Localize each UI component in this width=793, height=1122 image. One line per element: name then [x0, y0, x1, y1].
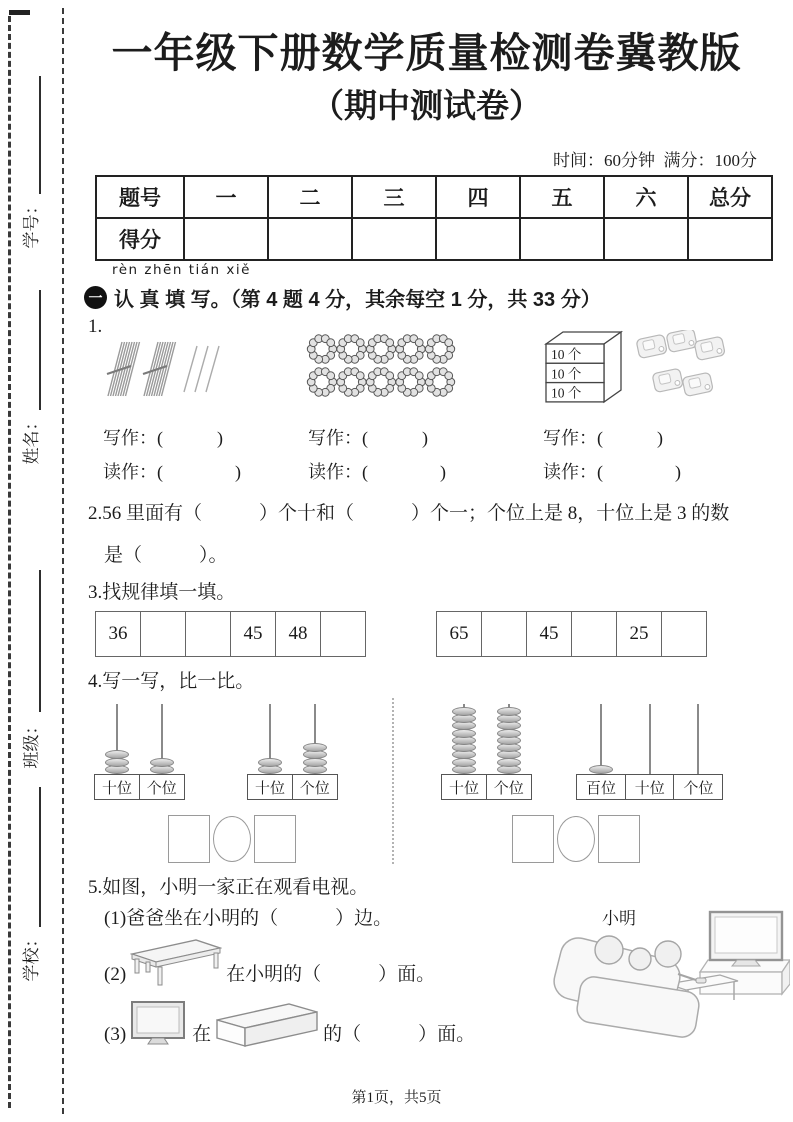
class-blank-line: [39, 570, 41, 712]
svg-text:10 个: 10 个: [551, 347, 582, 362]
place-value-label: 十位: [441, 774, 487, 800]
sequence-cell: 36: [96, 612, 141, 656]
answer-square: [512, 815, 554, 863]
place-value-label: 十位: [247, 774, 293, 800]
score-table-empty-cell: [184, 218, 268, 260]
item-3-number: (3): [104, 1024, 127, 1045]
place-value-label: 个位: [139, 774, 185, 800]
sequence-cell: [482, 612, 527, 656]
sequence-cell: [141, 612, 186, 656]
abacus-bead: [258, 758, 282, 767]
number-pattern-table-1: [95, 611, 366, 657]
score-table-empty-cell: [604, 218, 688, 260]
tv-cabinet-icon: [215, 1002, 319, 1048]
corner-mark: [9, 10, 30, 15]
question-5-item-3: [104, 1000, 475, 1046]
abacus-2: [247, 704, 338, 800]
abacus-column: [625, 704, 675, 800]
question-1-number: 1.: [88, 316, 103, 337]
svg-text:10 个: 10 个: [551, 366, 582, 382]
question-5-item-2: [104, 938, 435, 986]
place-value-label: 个位: [673, 774, 723, 800]
abacus-column: [673, 704, 723, 800]
score-table: [95, 175, 773, 261]
school-label: 学校：: [22, 930, 41, 982]
sequence-cell: [572, 612, 617, 656]
counting-sticks-picture: [102, 332, 220, 412]
section-one-header: [84, 283, 601, 312]
question-2-line-2: 是（ ）。: [104, 545, 228, 566]
dotted-divider: [392, 698, 394, 864]
score-table-empty-cell: [436, 218, 520, 260]
score-table-header-row: [96, 176, 772, 218]
item-3-text-end: 的（ ）面。: [323, 1024, 476, 1045]
answer-square: [254, 815, 296, 863]
score-table-header-cell: 三: [352, 176, 436, 218]
abacus-column: [576, 704, 626, 800]
score-table-header-cell: 一: [184, 176, 268, 218]
question-2-line-1: 2.56 里面有（ ）个十和（ ）个一；个位上是 8，十位上是 3 的数: [88, 503, 730, 524]
student-id-blank-line: [39, 76, 41, 194]
left-dashed-cut-line: [8, 16, 11, 1108]
score-table-header-cell: 题号: [96, 176, 184, 218]
xiaoming-label: 小明: [602, 909, 636, 928]
abacus-column: [292, 704, 338, 800]
question-5-item-1: (1)爸爸坐在小明的（ ）边。: [104, 908, 393, 929]
sharpeners-picture: [632, 330, 728, 413]
time-and-score-info: 时间：60分钟 满分：100分: [553, 151, 757, 170]
name-label: 姓名：: [22, 413, 41, 465]
score-table-header-cell: 五: [520, 176, 604, 218]
abacus-bead: [105, 750, 129, 759]
abacus-3: [441, 704, 532, 800]
section-number-badge: 一: [84, 286, 107, 309]
score-table-empty-cell: [352, 218, 436, 260]
write-as-blank-2: 写作：( ): [308, 428, 428, 448]
comparison-circle: [213, 816, 251, 862]
table-icon: [130, 938, 222, 988]
score-table-header-cell: 二: [268, 176, 352, 218]
abacus-bead: [452, 707, 476, 716]
abacus-4: [576, 704, 723, 800]
score-table-header-cell: 得分: [96, 218, 184, 260]
sequence-cell: 48: [276, 612, 321, 656]
tv-icon: [130, 1000, 188, 1048]
sequence-cell: [186, 612, 231, 656]
abacus-1: [94, 704, 185, 800]
question-4-title: 4.写一写，比一比。: [88, 671, 255, 692]
abacus-column: [139, 704, 185, 800]
place-value-label: 个位: [486, 774, 532, 800]
bead-rings-picture: [306, 334, 456, 405]
place-value-label: 个位: [292, 774, 338, 800]
question-5-title: 5.如图，小明一家正在观看电视。: [88, 877, 369, 898]
score-table-score-row: [96, 218, 772, 260]
score-table-header-cell: 六: [604, 176, 688, 218]
abacus-column: [441, 704, 487, 800]
score-table-empty-cell: [268, 218, 352, 260]
abacus-bead: [497, 707, 521, 716]
sequence-cell: [321, 612, 365, 656]
class-label: 班级：: [22, 717, 41, 769]
inner-dashed-fold-line: [62, 8, 64, 1114]
score-table-empty-cell: [520, 218, 604, 260]
answer-square: [168, 815, 210, 863]
abacus-bead: [150, 758, 174, 767]
question-3-title: 3.找规律填一填。: [88, 582, 236, 603]
svg-text:10 个: 10 个: [551, 385, 582, 401]
write-as-blank-3: 写作：( ): [543, 428, 663, 448]
sequence-cell: 45: [527, 612, 572, 656]
read-as-blank-2: 读作：( ): [308, 462, 446, 482]
write-as-blank-1: 写作：( ): [103, 428, 223, 448]
number-pattern-table-2: [436, 611, 707, 657]
abacus-bead: [589, 765, 613, 774]
read-as-blank-1: 读作：( ): [103, 462, 241, 482]
page-title: 一年级下册数学质量检测卷冀教版: [111, 30, 742, 76]
comparison-circle: [557, 816, 595, 862]
abacus-bead: [303, 743, 327, 752]
item-3-text-mid: 在: [192, 1024, 212, 1045]
read-as-blank-3: 读作：( ): [543, 462, 681, 482]
abacus-column: [94, 704, 140, 800]
comparison-boxes-2: [512, 815, 640, 863]
item-2-number: (2): [104, 964, 127, 985]
item-2-text: 在小明的（ ）面。: [226, 964, 436, 985]
page-number-footer: 第1页，共5页: [351, 1090, 442, 1106]
sequence-cell: [662, 612, 706, 656]
sequence-cell: 45: [231, 612, 276, 656]
sequence-cell: 25: [617, 612, 662, 656]
name-blank-line: [39, 290, 41, 410]
place-value-label: 十位: [94, 774, 140, 800]
student-id-label: 学号：: [22, 197, 41, 249]
score-table-header-cell: 总分: [688, 176, 772, 218]
place-value-label: 百位: [576, 774, 626, 800]
family-watching-tv-picture: [552, 888, 790, 1076]
sequence-cell: 65: [437, 612, 482, 656]
page-subtitle: （期中测试卷）: [311, 89, 542, 125]
comparison-boxes-1: [168, 815, 296, 863]
section-pinyin: rèn zhēn tián xiě: [112, 262, 251, 278]
place-value-label: 十位: [625, 774, 675, 800]
score-table-header-cell: 四: [436, 176, 520, 218]
answer-square: [598, 815, 640, 863]
school-blank-line: [39, 787, 41, 927]
abacus-column: [247, 704, 293, 800]
ten-per-box-picture: [544, 328, 624, 411]
abacus-column: [486, 704, 532, 800]
section-title: 认 真 填 写。（第 4 题 4 分，其余每空 1 分，共 33 分）: [114, 289, 601, 311]
score-table-empty-cell: [688, 218, 772, 260]
